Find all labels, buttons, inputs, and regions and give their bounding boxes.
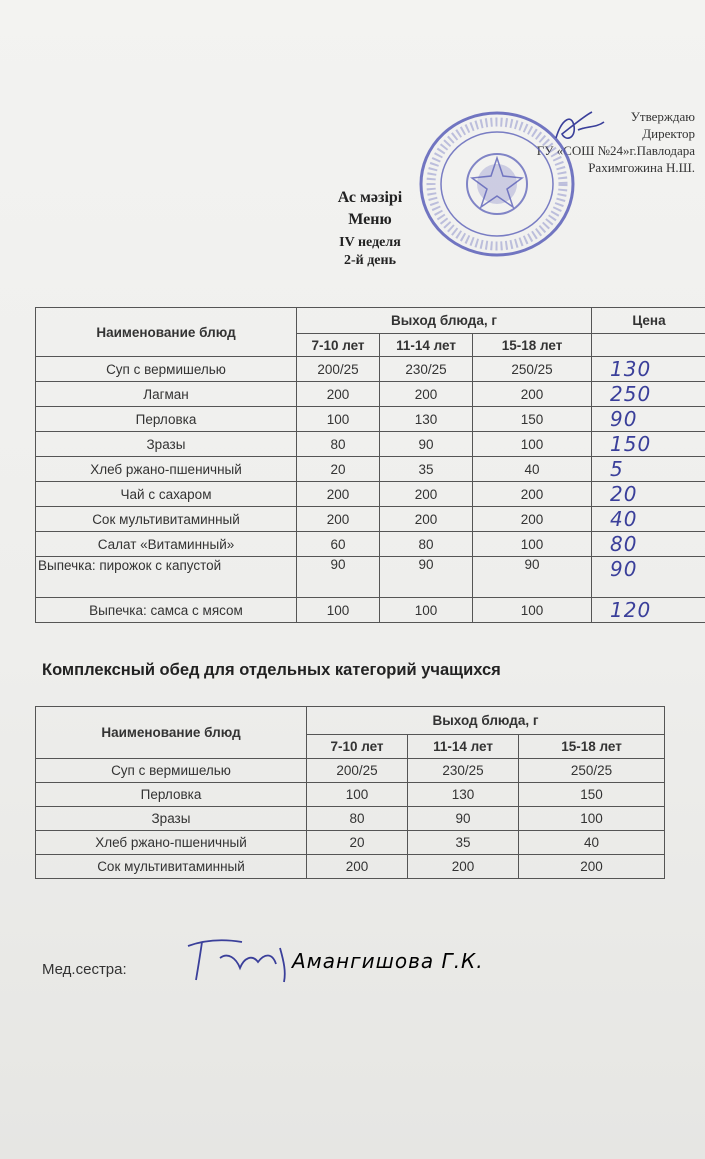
output-7-10: 20 [307,831,408,855]
table-row [36,557,705,598]
output-11-14: 130 [408,783,519,807]
approval-line-1: Утверждаю [630,109,695,124]
output-15-18: 200 [473,507,592,532]
dish-name: Салат «Витаминный» [36,532,297,557]
output-7-10: 200 [297,482,380,507]
output-15-18: 250/25 [473,357,592,382]
dish-name: Суп с вермишелью [36,759,307,783]
output-7-10: 200 [297,507,380,532]
output-7-10: 100 [297,407,380,432]
output-7-10: 100 [297,598,380,623]
output-7-10: 90 [297,557,380,598]
price-handwritten: 150 [610,432,652,456]
header-age-15-18: 15-18 лет [519,735,665,759]
output-7-10: 80 [307,807,408,831]
table-row [36,598,705,623]
output-7-10: 200 [307,855,408,879]
output-15-18: 250/25 [519,759,665,783]
nurse-signature-text: Амангишова Г.К. [292,949,484,973]
output-11-14: 90 [380,557,473,598]
header-age-11-14: 11-14 лет [380,334,473,357]
dish-name: Суп с вермишелью [36,357,297,382]
output-15-18: 40 [473,457,592,482]
output-7-10: 20 [297,457,380,482]
price-handwritten: 5 [610,457,624,481]
output-7-10: 200/25 [307,759,408,783]
price-handwritten: 90 [610,407,638,431]
output-15-18: 100 [473,432,592,457]
output-15-18: 40 [519,831,665,855]
price-handwritten: 130 [610,357,652,381]
approval-line-4: Рахимгожина Н.Ш. [588,160,695,175]
dish-name: Зразы [36,432,297,457]
table-row [36,532,705,557]
table-row [36,783,665,807]
output-7-10: 100 [307,783,408,807]
table-row [36,457,705,482]
output-11-14: 200 [380,507,473,532]
output-15-18: 100 [473,598,592,623]
dish-name: Выпечка: пирожок с капустой [36,557,297,598]
table-row [36,807,665,831]
dish-name: Хлеб ржано-пшеничный [36,831,307,855]
output-15-18: 100 [519,807,665,831]
output-15-18: 200 [473,482,592,507]
header-price-empty [592,334,705,357]
output-15-18: 150 [473,407,592,432]
title-ru: Меню [348,211,392,228]
output-15-18: 150 [519,783,665,807]
output-11-14: 35 [380,457,473,482]
complex-lunch-title: Комплексный обед для отдельных категорий учащихся [42,661,501,679]
menu-title-block [280,188,460,270]
header-age-11-14: 11-14 лет [408,735,519,759]
menu-table-header [36,308,705,334]
header-age-7-10: 7-10 лет [307,735,408,759]
table-row [36,831,665,855]
price-handwritten: 120 [610,598,652,622]
table-row [36,759,665,783]
nurse-label: Мед.сестра: [42,961,127,978]
dish-name: Перловка [36,783,307,807]
price-handwritten: 40 [610,507,638,531]
nurse-signature [180,928,550,988]
menu-table [35,307,705,623]
output-11-14: 200 [380,382,473,407]
header-age-15-18: 15-18 лет [473,334,592,357]
output-7-10: 200 [297,382,380,407]
output-11-14: 90 [380,432,473,457]
table-row [36,357,705,382]
price-handwritten: 250 [610,382,652,406]
output-15-18: 200 [473,382,592,407]
price-handwritten: 20 [610,482,638,506]
output-7-10: 80 [297,432,380,457]
price-handwritten: 90 [610,557,638,581]
dish-name: Сок мультивитаминный [36,855,307,879]
output-11-14: 100 [380,598,473,623]
director-signature [548,108,608,148]
dish-name: Перловка [36,407,297,432]
table-row [36,482,705,507]
table-row [36,407,705,432]
day-label: 2-й день [344,253,396,268]
table-row [36,382,705,407]
output-11-14: 90 [408,807,519,831]
output-11-14: 200 [380,482,473,507]
approval-line-3: ГУ «СОШ №24»г.Павлодара [536,143,695,158]
table-row [36,507,705,532]
header-dish-name: Наименование блюд [36,707,307,759]
dish-name: Хлеб ржано-пшеничный [36,457,297,482]
output-11-14: 230/25 [408,759,519,783]
output-15-18: 90 [473,557,592,598]
output-11-14: 35 [408,831,519,855]
header-age-7-10: 7-10 лет [297,334,380,357]
week-label: IV неделя [339,235,401,250]
output-15-18: 200 [519,855,665,879]
dish-name: Чай с сахаром [36,482,297,507]
output-7-10: 200/25 [297,357,380,382]
header-output: Выход блюда, г [307,707,665,735]
approval-line-2: Директор [642,126,695,141]
table-row [36,432,705,457]
header-output: Выход блюда, г [297,308,592,334]
price-handwritten: 80 [610,532,638,556]
table-row [36,855,665,879]
header-price: Цена [592,308,705,334]
output-7-10: 60 [297,532,380,557]
dish-name: Сок мультивитаминный [36,507,297,532]
dish-name: Зразы [36,807,307,831]
complex-table-header [36,707,665,735]
complex-lunch-table [35,706,665,879]
dish-name: Лагман [36,382,297,407]
output-11-14: 80 [380,532,473,557]
dish-name: Выпечка: самса с мясом [36,598,297,623]
output-11-14: 200 [408,855,519,879]
header-dish-name: Наименование блюд [36,308,297,357]
output-11-14: 230/25 [380,357,473,382]
output-11-14: 130 [380,407,473,432]
output-15-18: 100 [473,532,592,557]
title-kz: Ас мәзірі [337,189,403,206]
